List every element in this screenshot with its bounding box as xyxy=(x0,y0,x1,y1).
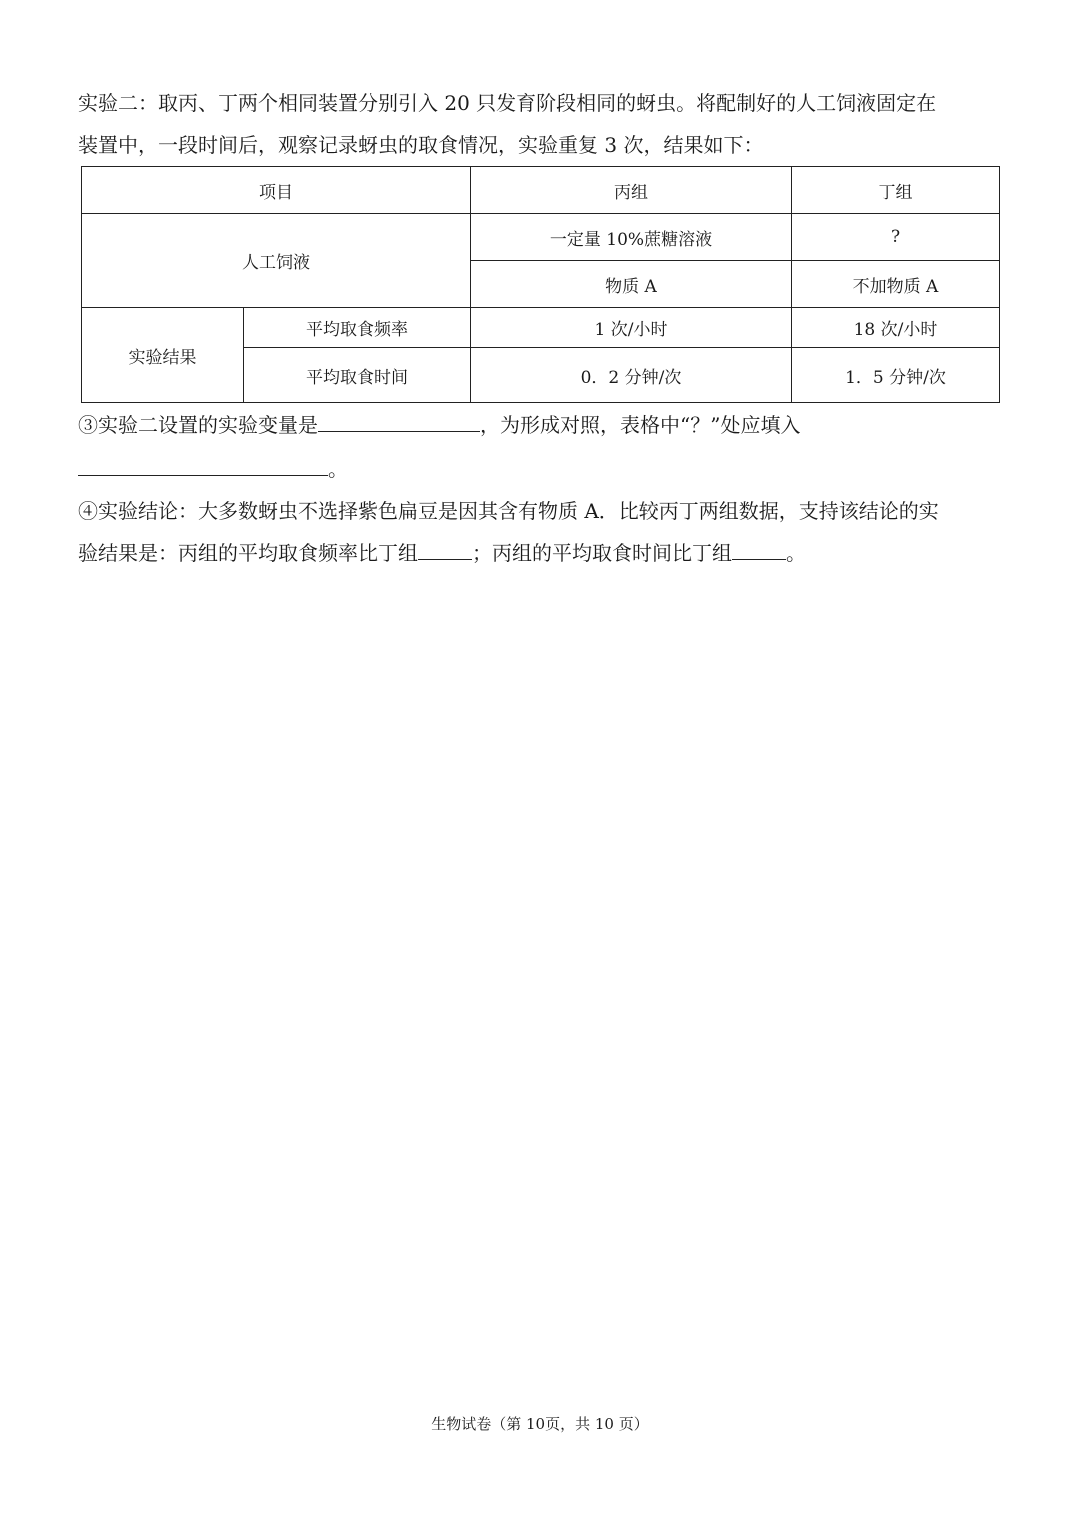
question-3-text-2: ，为形成对照，表格中“？”处应填入 xyxy=(480,413,801,437)
question-4-line-1: ④实验结论：大多数蚜虫不选择紫色扁豆是因其含有物质 A．比较丙丁两组数据，支持该结论的实 xyxy=(78,499,939,523)
header-group-d: 丁组 xyxy=(792,167,1000,214)
table-row-feed-1 xyxy=(82,214,1000,261)
question-4-text-2: ；丙组的平均取食时间比丁组 xyxy=(472,541,732,565)
page-footer: 生物试卷（第 10页，共 10 页） xyxy=(431,1415,649,1433)
experiment-table xyxy=(81,166,1000,403)
answer-blank-control[interactable] xyxy=(78,455,328,476)
duration-c: 0．2 分钟/次 xyxy=(471,348,792,403)
question-3-line-2 xyxy=(78,448,1008,490)
header-item: 项目 xyxy=(82,167,471,214)
frequency-d: 18 次/小时 xyxy=(792,308,1000,348)
frequency-label: 平均取食频率 xyxy=(244,308,471,348)
question-4-text-1: 验结果是：丙组的平均取食频率比丁组 xyxy=(78,541,418,565)
question-4-end: 。 xyxy=(786,541,806,565)
question-4-line-2 xyxy=(78,532,1008,574)
duration-label: 平均取食时间 xyxy=(244,348,471,403)
answer-blank-frequency[interactable] xyxy=(418,539,472,560)
question-3-line-1 xyxy=(78,404,1008,446)
answer-blank-duration[interactable] xyxy=(732,539,786,560)
feed-d-1: ? xyxy=(792,214,1000,261)
intro-line-1: 实验二：取丙、丁两个相同装置分别引入 20 只发育阶段相同的蚜虫。将配制好的人工饲液固定在 xyxy=(78,91,937,115)
duration-d: 1．5 分钟/次 xyxy=(792,348,1000,403)
table-row-frequency xyxy=(82,308,1000,348)
answer-blank-variable[interactable] xyxy=(318,411,480,432)
question-3-end: 。 xyxy=(328,457,348,481)
header-group-c: 丙组 xyxy=(471,167,792,214)
feed-c-2: 物质 A xyxy=(471,261,792,308)
feed-d-2: 不加物质 A xyxy=(792,261,1000,308)
question-3-text-1: ③实验二设置的实验变量是 xyxy=(78,413,318,437)
feed-c-1: 一定量 10%蔗糖溶液 xyxy=(471,214,792,261)
feed-label: 人工饲液 xyxy=(82,214,471,308)
intro-line-2: 装置中，一段时间后，观察记录蚜虫的取食情况，实验重复 3 次，结果如下： xyxy=(78,133,764,157)
table-header-row xyxy=(82,167,1000,214)
frequency-c: 1 次/小时 xyxy=(471,308,792,348)
results-label: 实验结果 xyxy=(82,308,244,403)
